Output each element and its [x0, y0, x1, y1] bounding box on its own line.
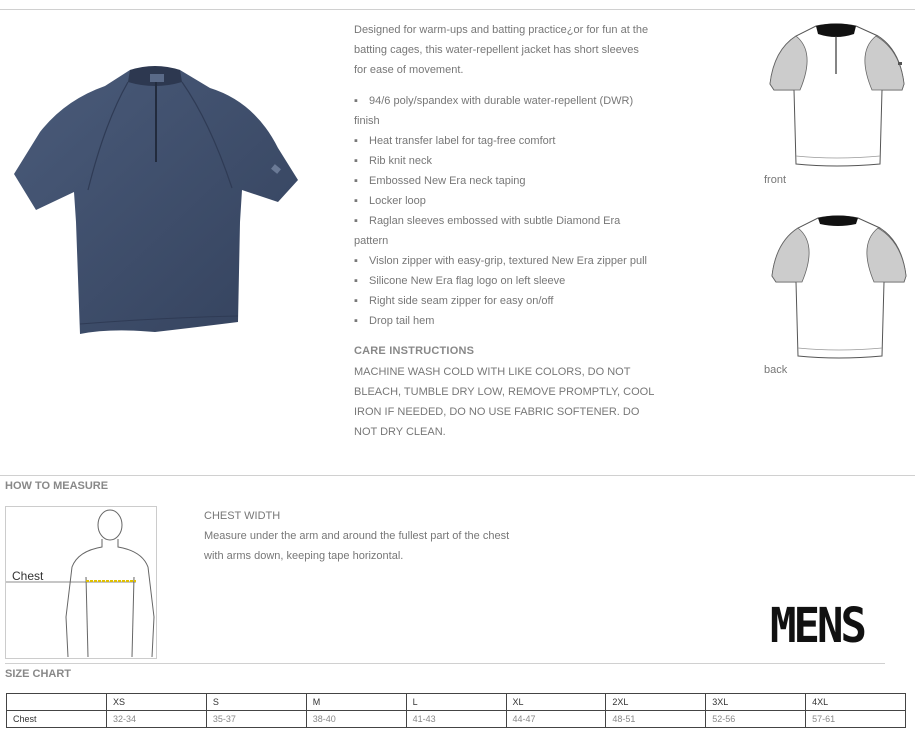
back-caption: back	[764, 364, 788, 376]
size-header-cell: 3XL	[706, 694, 806, 711]
section-divider	[0, 475, 915, 476]
size-header-cell: 4XL	[806, 694, 906, 711]
value-cell: 57-61	[806, 711, 906, 728]
measure-figure	[5, 506, 157, 659]
chest-width-instructions: Measure under the arm and around the fullest part of the chest with arms down, keeping tape horizontal.	[204, 530, 510, 562]
front-caption: front	[764, 174, 787, 186]
size-header-cell: XS	[107, 694, 207, 711]
size-header-cell: S	[206, 694, 306, 711]
feature-item: ▪ Right side seam zipper for easy on/off	[354, 295, 554, 307]
feature-item: ▪ Embossed New Era neck taping	[354, 175, 526, 187]
care-instructions: MACHINE WASH COLD WITH LIKE COLORS, DO NOT BLEACH, TUMBLE DRY LOW, REMOVE PROMPTLY, COOL IRON IF NEEDED, DO NO USE FABRIC SOFTENER. DO NOT DRY CLEAN.	[354, 366, 654, 438]
feature-item: ▪ Raglan sleeves embossed with subtle Diamond Era pattern	[354, 215, 621, 247]
top-divider	[0, 9, 915, 10]
feature-item: ▪ Heat transfer label for tag-free comfort	[354, 135, 556, 147]
chest-width-title: CHEST WIDTH	[204, 510, 281, 522]
product-description: Designed for warm-ups and batting practice¿or for fun at the batting cages, this water-repellent jacket has short sleeves for ease of movement.	[354, 24, 649, 76]
feature-list	[354, 91, 654, 331]
value-cell: 52-56	[706, 711, 806, 728]
product-photo-jacket	[10, 62, 300, 342]
feature-item: ▪ Silicone New Era flag logo on left sleeve	[354, 275, 566, 287]
size-header-cell: XL	[506, 694, 606, 711]
feature-item: ▪ Drop tail hem	[354, 315, 435, 327]
size-header-cell: 2XL	[606, 694, 706, 711]
mens-label: MENS	[770, 598, 864, 655]
size-chart-table	[6, 693, 906, 728]
size-header-cell: M	[306, 694, 406, 711]
value-cell: 48-51	[606, 711, 706, 728]
row-label-cell: Chest	[7, 711, 107, 728]
size-chart-divider	[5, 663, 885, 664]
back-view-drawing	[768, 214, 908, 360]
feature-item: ▪ Rib knit neck	[354, 155, 432, 167]
feature-item: ▪ 94/6 poly/spandex with durable water-repellent (DWR) finish	[354, 95, 634, 127]
table-row	[7, 711, 906, 728]
care-heading: CARE INSTRUCTIONS	[354, 345, 475, 357]
table-row	[7, 694, 906, 711]
value-cell: 44-47	[506, 711, 606, 728]
feature-item: ▪ Locker loop	[354, 195, 426, 207]
value-cell: 41-43	[406, 711, 506, 728]
value-cell: 32-34	[107, 711, 207, 728]
chest-label: Chest	[12, 569, 44, 583]
feature-item: ▪ Vislon zipper with easy-grip, textured New Era zipper pull	[354, 255, 647, 267]
value-cell: 35-37	[206, 711, 306, 728]
how-to-measure-heading: HOW TO MEASURE	[5, 480, 109, 492]
table-cell	[7, 694, 107, 711]
value-cell: 38-40	[306, 711, 406, 728]
front-view-drawing	[766, 22, 906, 168]
size-header-cell: L	[406, 694, 506, 711]
size-chart-heading: SIZE CHART	[5, 668, 71, 680]
